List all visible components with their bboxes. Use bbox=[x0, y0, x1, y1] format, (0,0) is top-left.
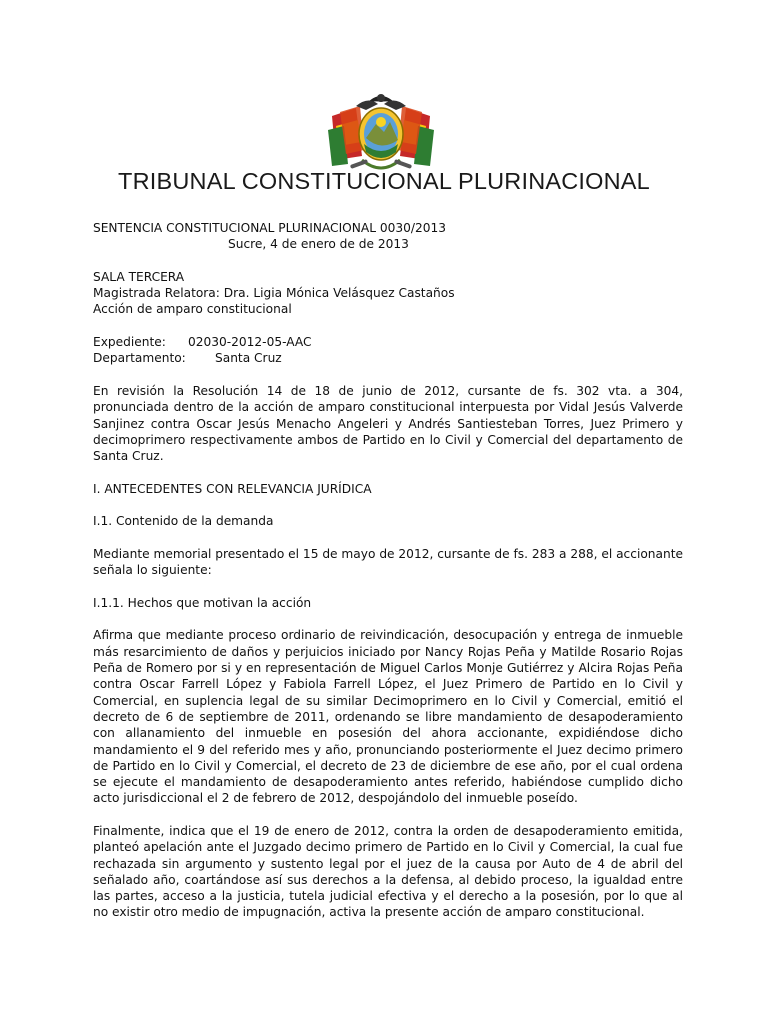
place-date: Sucre, 4 de enero de de 2013 bbox=[228, 237, 409, 252]
section-heading-hechos: I.1.1. Hechos que motivan la acción bbox=[93, 595, 312, 610]
section-heading-antecedentes: I. ANTECEDENTES CON RELEVANCIA JURÍDICA bbox=[93, 481, 372, 496]
sala: SALA TERCERA bbox=[93, 269, 185, 284]
departamento-row bbox=[93, 350, 683, 366]
paragraph-hechos: Afirma que mediante proceso ordinario de reivindicación, desocupación y entrega de inmueble más resarcimiento de daños y perjuicios iniciado por Nancy Rojas Peña y Matilde Rosario Rojas Peña de Romero por si y en representación de Miguel Carlos Monje Gutiérrez y Alcira Rojas Peña contra Oscar Farrell López y Fabiola Farrell López, el Juez Primero de Partido en lo Civil y Comercial, en suplencia legal de su similar Decimoprimero en lo Civil y Comercial, emitió el decreto de 6 de septiembre de 2011, ordenando se libre mandamiento de desapoderamiento con allanamiento del inmueble en posesión del ahora accionante, expidiéndose dicho mandamiento el 9 del referido mes y año, pronunciando posteriormente el Juez decimo primero de Partido en lo Civil y Comercial, el decreto de 23 de diciembre de ese año, por el cual ordena se ejecute el mandamiento de desapoderamiento antes referido, habiéndose cumplido dicho acto jurisdiccional el 2 de febrero de 2012, despojándolo del inmueble poseído. bbox=[93, 628, 683, 806]
paragraph-finalmente: Finalmente, indica que el 19 de enero de 2012, contra la orden de desapoderamiento emitida, planteó apelación ante el Juzgado decimo primero de Partido en lo Civil y Comercial, la cual fue rechazada sin argumento y sustento legal por el juez de la causa por Auto de 4 de abril del señalado año, coartándose así sus derechos a la defensa, al debido proceso, la igualdad entre las partes, acceso a la justicia, tutela judicial efectiva y el derecho a la posesión, por lo que al no existir otro medio de impugnación, activa la presente acción de amparo constitucional. bbox=[93, 823, 683, 920]
document-body bbox=[93, 220, 683, 921]
bolivia-coat-of-arms-icon bbox=[326, 86, 436, 178]
expediente-label: Expediente: bbox=[93, 335, 166, 350]
paragraph-memorial: Mediante memorial presentado el 15 de mayo de 2012, cursante de fs. 283 a 288, el accionante señala lo siguiente: bbox=[93, 546, 683, 578]
paragraph-revision: En revisión la Resolución 14 de 18 de junio de 2012, cursante de fs. 302 vta. a 304, pronunciada dentro de la acción de amparo constitucional interpuesta por Vidal Jesús Valverde Sanjinez contra Oscar Jesús Menacho Angeleri y Andrés Santiesteban Torres, Juez Primero y decimoprimero respectivamente ambos de Partido en lo Civil y Comercial del departamento de Santa Cruz. bbox=[93, 383, 683, 464]
expediente-row bbox=[93, 334, 683, 350]
section-heading-contenido: I.1. Contenido de la demanda bbox=[93, 514, 274, 529]
expediente-value: 02030-2012-05-AAC bbox=[188, 335, 312, 350]
departamento-value: Santa Cruz bbox=[215, 351, 282, 366]
departamento-label: Departamento: bbox=[93, 351, 186, 366]
court-name: TRIBUNAL CONSTITUCIONAL PLURINACIONAL bbox=[118, 168, 650, 194]
sentence-title: SENTENCIA CONSTITUCIONAL PLURINACIONAL 0030/2013 bbox=[93, 221, 447, 235]
accion-type: Acción de amparo constitucional bbox=[93, 302, 292, 317]
magistrada: Magistrada Relatora: Dra. Ligia Mónica Velásquez Castaños bbox=[93, 286, 455, 301]
